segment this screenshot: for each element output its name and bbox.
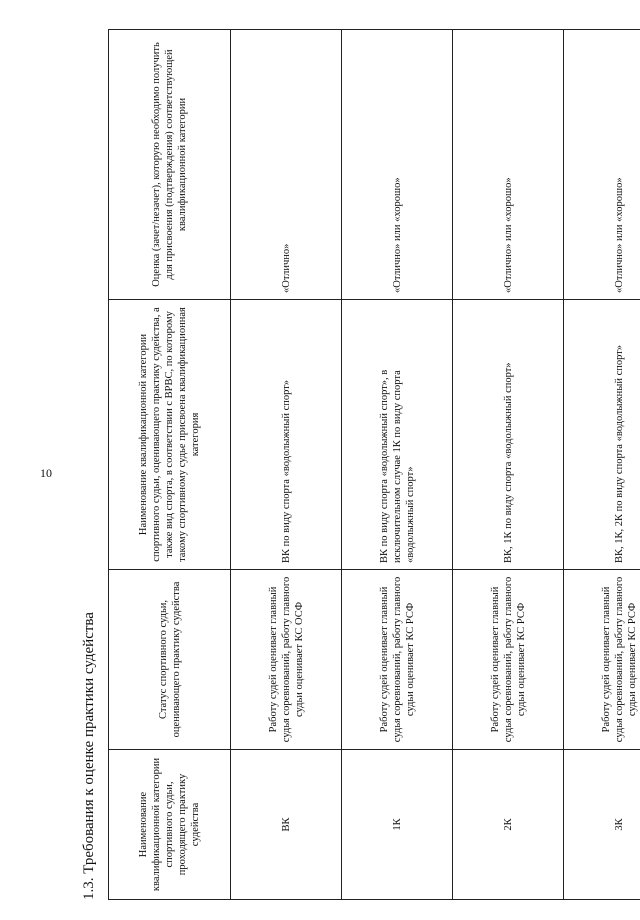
row-category: ВК [231,750,342,900]
header-category: Наименование квалификационной категории спортивного судьи, проходящего практику судейства [109,750,231,900]
table-header-row [109,30,231,900]
row-evaluator-category: ВК, 1К, 2К по виду спорта «водолыжный спорт» [564,300,640,570]
rotated-page-content [80,30,638,900]
row-required-grade: «Отлично» [231,30,342,300]
section-title: 1.3. Требования к оценке практики судейства [81,612,97,900]
row-category: 2К [453,750,564,900]
row-required-grade: «Отлично» или «хорошо» [453,30,564,300]
header-evaluator-category: Наименование квалификационной категории спортивного судьи, оценивающего практику судейства, а также вид спорта, в соответствии с ВРВС, по которому такому спортивному судье присвоена квалификационная категория [109,300,231,570]
row-evaluator-status: Работу судей оценивает главный судья соревнований, работу главного судьи оценивает КС РСФ [342,570,453,750]
header-evaluator-status: Статус спортивного судьи, оценивающего практику судейства [109,570,231,750]
table-row [342,30,453,900]
table-row [453,30,564,900]
row-evaluator-status: Работу судей оценивает главный судья соревнований, работу главного судьи оценивает КС РСФ [453,570,564,750]
row-evaluator-category: ВК по виду спорта «водолыжный спорт» [231,300,342,570]
header-required-grade: Оценка (зачет/незачет), которую необходимо получить для присвоения (подтверждения) соответствующей квалификационной категории [109,30,231,300]
row-required-grade: «Отлично» или «хорошо» [564,30,640,300]
row-required-grade: «Отлично» или «хорошо» [342,30,453,300]
table-row [564,30,640,900]
judging-practice-table [108,29,640,900]
row-category: 3К [564,750,640,900]
row-evaluator-category: ВК, 1К по виду спорта «водолыжный спорт» [453,300,564,570]
row-evaluator-status: Работу судей оценивает главный судья соревнований, работу главного судьи оценивает КС ОСФ [231,570,342,750]
row-evaluator-category: ВК по виду спорта «водолыжный спорт», в исключительном случае 1К по виду спорта «водолыжный спорт» [342,300,453,570]
table-row [231,30,342,900]
row-evaluator-status: Работу судей оценивает главный судья соревнований, работу главного судьи оценивает КС РСФ [564,570,640,750]
page-number: 10 [40,466,52,480]
row-category: 1К [342,750,453,900]
